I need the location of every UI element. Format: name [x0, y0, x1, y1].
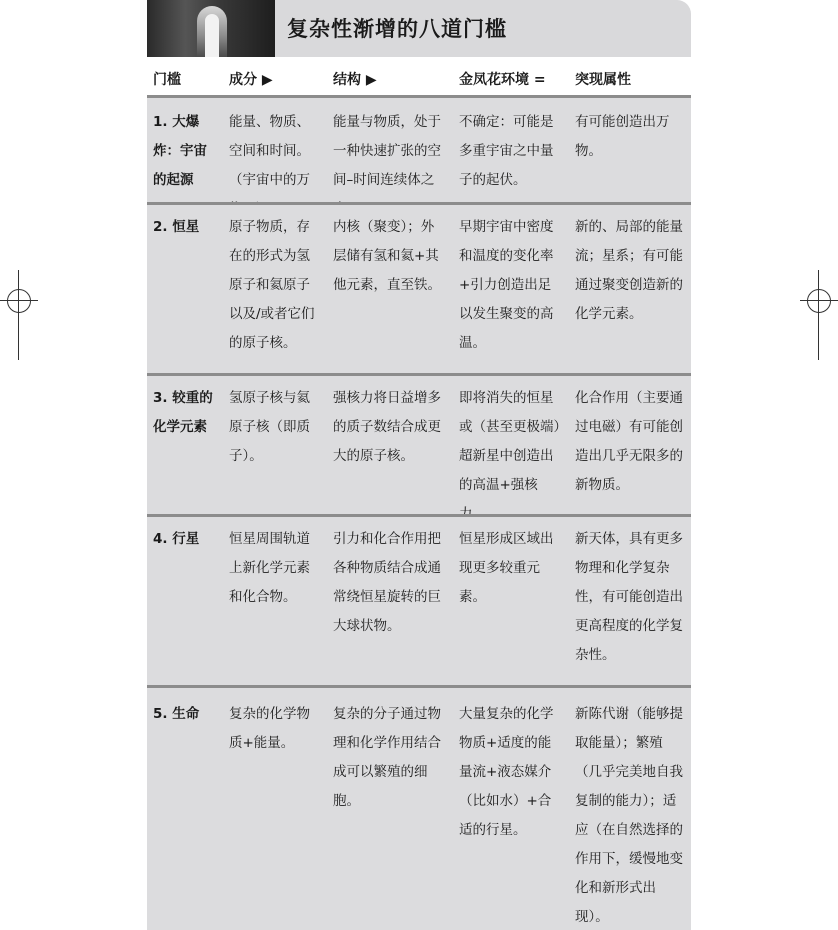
- row-goldilocks: 大量复杂的化学物质+适度的能量流+液态媒介（比如水）+合适的行星。: [459, 706, 554, 838]
- row-threshold: 1. 大爆炸：宇宙的起源: [153, 114, 207, 188]
- row-structure: 复杂的分子通过物理和化学作用结合成可以繁殖的细胞。: [333, 706, 441, 809]
- table-frame: [147, 0, 691, 930]
- header-threshold: 门槛: [153, 72, 181, 88]
- row-emergent: 新天体，具有更多物理和化学复杂性，有可能创造出更高程度的化学复杂性。: [575, 531, 683, 663]
- doorway-photo: [147, 0, 275, 57]
- row-goldilocks: 恒星形成区域出现更多较重元素。: [459, 531, 554, 605]
- row-emergent: 新的、局部的能量流；星系；有可能通过聚变创造新的化学元素。: [575, 219, 683, 322]
- title-bar: [147, 0, 691, 57]
- row-threshold: 4. 行星: [153, 531, 200, 547]
- row-emergent: 新陈代谢（能够提取能量）；繁殖（几乎完美地自我复制的能力）；适应（在自然选择的作用下，缓慢地变化和新形式出现）。: [575, 706, 683, 925]
- row-components: 复杂的化学物质+能量。: [229, 706, 310, 751]
- header-components: 成分 ▶: [229, 72, 273, 88]
- row-components: 恒星周围轨道上新化学元素和化合物。: [229, 531, 310, 605]
- table-row: [147, 688, 691, 930]
- row-structure: 内核（聚变）；外层储有氢和氦+其他元素，直至铁。: [333, 219, 441, 293]
- row-emergent: 有可能创造出万物。: [575, 114, 670, 159]
- row-structure: 引力和化合作用把各种物质结合成通常绕恒星旋转的巨大球状物。: [333, 531, 441, 634]
- header-goldilocks: 金凤花环境 =: [459, 72, 546, 88]
- row-components: 氢原子核与氦原子核（即质子）。: [229, 390, 310, 464]
- row-goldilocks: 即将消失的恒星或（甚至更极端）超新星中创造出的高温+强核: [459, 390, 561, 493]
- table-row: [147, 98, 691, 202]
- row-structure: 能量与物质，处于一种快速扩张的空间–时间连续体之: [333, 114, 441, 188]
- table-row: [147, 376, 691, 514]
- row-components: 能量、物质、空间和时间。（宇宙中的万: [229, 114, 310, 188]
- header-structure: 结构 ▶: [333, 72, 377, 88]
- row-threshold: 2. 恒星: [153, 219, 200, 235]
- table-row: [147, 517, 691, 685]
- row-threshold: 5. 生命: [153, 706, 200, 722]
- header-emergent: 突现属性: [575, 72, 631, 88]
- row-goldilocks: 不确定：可能是多重宇宙之中量子的起伏。: [459, 114, 554, 188]
- row-threshold: 3. 较重的化学元素: [153, 390, 213, 435]
- row-emergent: 化合作用（主要通过电磁）有可能创造出几乎无限多的新物质。: [575, 390, 683, 493]
- crop-mark-right: [798, 270, 838, 360]
- crop-mark-left: [0, 270, 40, 360]
- table-header: [147, 61, 691, 98]
- table-row: [147, 205, 691, 373]
- row-structure: 强核力将日益增多的质子数结合成更大的原子核。: [333, 390, 441, 464]
- row-components: 原子物质，存在的形式为氢原子和氦原子以及/或者它们的原子核。: [229, 219, 315, 351]
- row-goldilocks: 早期宇宙中密度和温度的变化率+引力创造出足以发生聚变的高温。: [459, 219, 554, 351]
- table-title: 复杂性渐增的八道门槛: [287, 17, 507, 41]
